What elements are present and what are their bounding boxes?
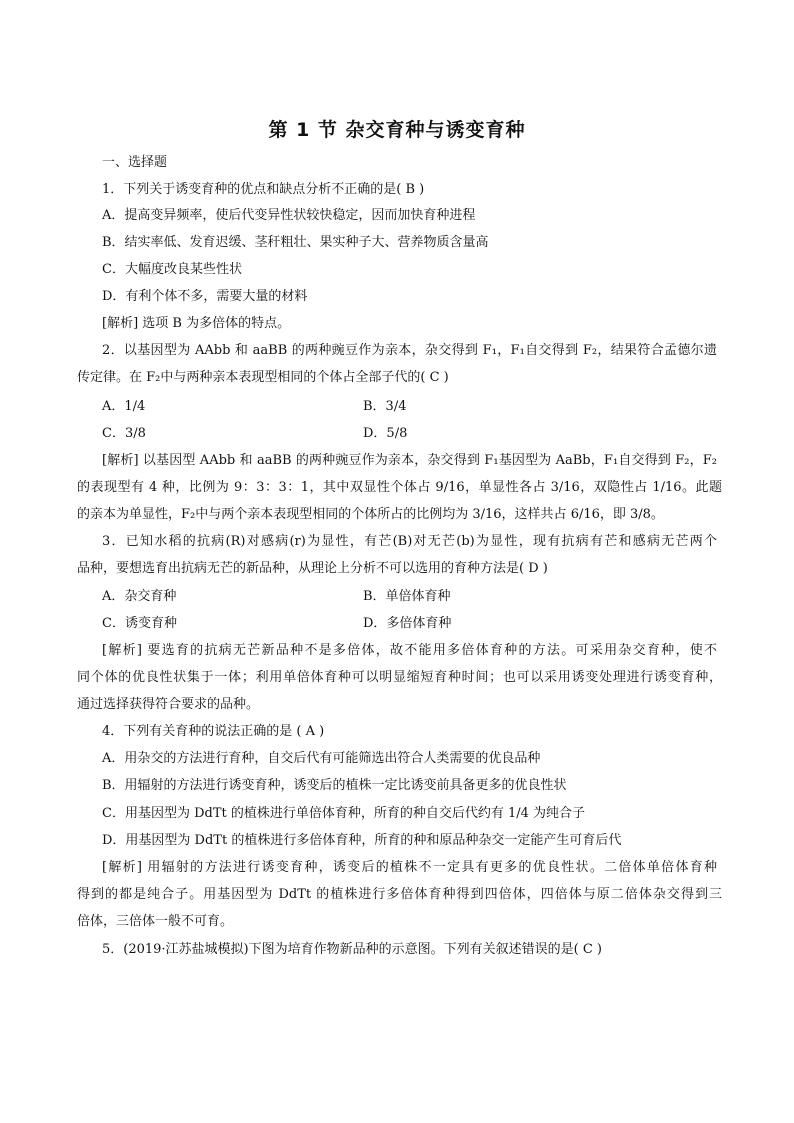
q1-option-d: D．有利个体不多，需要大量的材料 bbox=[102, 289, 308, 304]
q4-stem: 4．下列有关育种的说法正确的是 ( A ) bbox=[102, 724, 325, 739]
q3-analysis-line3: 通过选择获得符合要求的品种。 bbox=[77, 697, 260, 712]
q4-option-c: C．用基因型为 DdTt 的植株进行单倍体育种，所育的种自交后代约有 1/4 为纯合子 bbox=[102, 806, 586, 821]
q2-analysis-line1: [解析] 以基因型 AAbb 和 aaBB 的两种豌豆作为亲本，杂交得到 F₁基因型为 AaBb，F₁自交得到 F₂，F₂ bbox=[102, 453, 717, 468]
q2-analysis-line3: 的亲本为单显性，F₂中与两个亲本表现型相同的个体所占的比例均为 3/16，这样共占 6/16，即 3/8。 bbox=[77, 507, 664, 522]
q4-option-a: A．用杂交的方法进行育种，自交后代有可能筛选出符合人类需要的优良品种 bbox=[102, 751, 541, 766]
q3-stem-line2: 品种，要想选育出抗病无芒的新品种，从理论上分析不可以选用的育种方法是( D ) bbox=[77, 561, 548, 576]
q1-option-c: C．大幅度改良某些性状 bbox=[102, 262, 242, 277]
q4-option-d: D．用基因型为 DdTt 的植株进行多倍体育种，所育的种和原品种杂交一定能产生可育后代 bbox=[102, 833, 622, 848]
q2-option-c: C．3/8 bbox=[102, 426, 146, 441]
q3-analysis-line2: 同个体的优良性状集于一体；利用单倍体育种可以明显缩短育种时间；也可以采用诱变处理进行诱变育种， bbox=[77, 670, 722, 685]
q2-option-b: B．3/4 bbox=[363, 399, 407, 414]
q2-analysis-line2: 的表现型有 4 种，比例为 9：3：3：1，其中双显性个体占 9/16，单显性各占 3/16，双隐性占 1/16。此题 bbox=[77, 480, 722, 495]
q2-option-d: D．5/8 bbox=[363, 426, 408, 441]
q3-option-c: C．诱变育种 bbox=[102, 616, 177, 631]
q3-analysis-line1: [解析] 要选育的抗病无芒新品种不是多倍体，故不能用多倍体育种的方法。可采用杂交育种，使不 bbox=[102, 643, 717, 658]
q4-analysis-line2: 得到的都是纯合子。用基因型为 DdTt 的植株进行多倍体育种得到四倍体，四倍体与原二倍体杂交得到三 bbox=[77, 887, 722, 902]
q2-stem-line1: 2．以基因型为 AAbb 和 aaBB 的两种豌豆作为亲本，杂交得到 F₁，F₁自交得到 F₂，结果符合孟德尔遗 bbox=[102, 343, 717, 358]
q3-option-b: B．单倍体育种 bbox=[363, 589, 451, 604]
q4-analysis-line3: 倍体，三倍体一般不可育。 bbox=[77, 914, 234, 929]
q2-option-a: A．1/4 bbox=[102, 399, 146, 414]
q3-stem-line1: 3．已知水稻的抗病(R)对感病(r)为显性，有芒(B)对无芒(b)为显性，现有抗病有芒和感病无芒两个 bbox=[102, 534, 717, 549]
q1-option-a: A．提高变异频率，使后代变异性状较快稳定，因而加快育种进程 bbox=[102, 208, 476, 223]
q1-option-b: B．结实率低、发育迟缓、茎秆粗壮、果实种子大、营养物质含量高 bbox=[102, 235, 489, 250]
q2-stem-line2: 传定律。在 F₂中与两种亲本表现型相同的个体占全部子代的( C ) bbox=[77, 370, 449, 385]
q4-analysis-line1: [解析] 用辐射的方法进行诱变育种，诱变后的植株不一定具有更多的优良性状。二倍体单倍体育种 bbox=[102, 860, 717, 875]
q4-option-b: B．用辐射的方法进行诱变育种，诱变后的植株一定比诱变前具备更多的优良性状 bbox=[102, 778, 567, 793]
q3-option-a: A．杂交育种 bbox=[102, 589, 177, 604]
q3-option-d: D．多倍体育种 bbox=[363, 616, 452, 631]
section-heading: 一、选择题 bbox=[102, 155, 168, 170]
q1-analysis: [解析] 选项 B 为多倍体的特点。 bbox=[102, 316, 291, 331]
page-title: 第 1 节 杂交育种与诱变育种 bbox=[268, 119, 526, 141]
q5-stem: 5．(2019·江苏盐城模拟)下图为培育作物新品种的示意图。下列有关叙述错误的是( C ) bbox=[102, 942, 602, 957]
q1-stem: 1．下列关于诱变育种的优点和缺点分析不正确的是( B ) bbox=[102, 182, 425, 197]
